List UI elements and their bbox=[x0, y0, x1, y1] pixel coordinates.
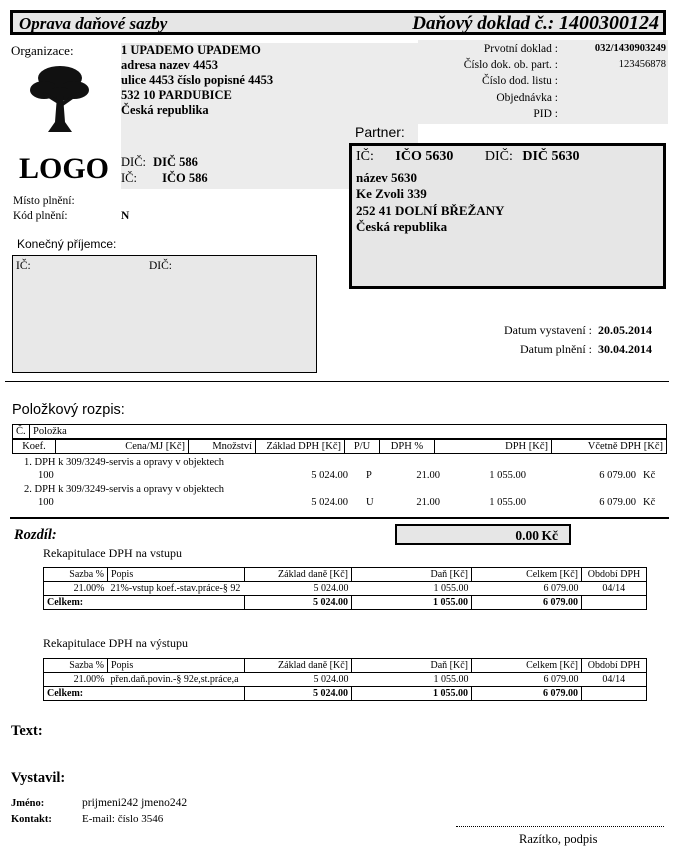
document-number-label: Daňový doklad č.: bbox=[412, 13, 555, 34]
items-head-total: Včetně DPH [Kč] bbox=[552, 440, 667, 454]
kod-plneni-value: N bbox=[121, 210, 130, 222]
recap-cell: 1 055.00 bbox=[433, 583, 469, 594]
partner-ic-label: IČ: bbox=[356, 149, 374, 164]
item-vat-pct: 21.00 bbox=[416, 470, 440, 481]
difference-currency: Kč bbox=[541, 528, 558, 543]
items-head-vatpct: DPH % bbox=[380, 440, 435, 454]
recap-total-cell bbox=[582, 596, 647, 610]
items-header-row1 bbox=[12, 424, 667, 439]
item-total: 6 079.00 bbox=[599, 497, 636, 508]
recap-head: Celkem [Kč] bbox=[472, 659, 582, 673]
partner-dic-label: DIČ: bbox=[484, 149, 513, 164]
contact-value: E-mail: číslo 3546 bbox=[82, 813, 164, 825]
recap-cell: 6 079.00 bbox=[543, 674, 579, 685]
difference-box bbox=[395, 524, 571, 545]
recap-in-table bbox=[43, 567, 647, 610]
org-line: 1 UPADEMO UPADEMO bbox=[121, 43, 261, 57]
partner-line: Ke Zvoli 339 bbox=[356, 186, 427, 201]
org-line: adresa nazev 4453 bbox=[121, 58, 218, 72]
stamp-signature-label: Razítko, podpis bbox=[519, 832, 598, 846]
recap-total-cell: 6 079.00 bbox=[472, 596, 582, 610]
name-label: Jméno: bbox=[11, 798, 45, 809]
item-currency: Kč bbox=[643, 470, 656, 481]
partner-dic-value: DIČ 5630 bbox=[522, 149, 580, 164]
recap-head: Popis bbox=[108, 568, 245, 582]
items-head-pu: P/U bbox=[345, 440, 380, 454]
items-head-no: Č. bbox=[13, 425, 30, 439]
meta-label: Objednávka : bbox=[496, 92, 558, 104]
recipient-label: Konečný příjemce: bbox=[17, 237, 117, 251]
meta-value: 032/1430903249 bbox=[594, 43, 666, 54]
signature-line bbox=[456, 826, 664, 827]
items-head-price: Cena/MJ [Kč] bbox=[56, 440, 189, 454]
item-base: 5 024.00 bbox=[311, 497, 348, 508]
item-total: 6 079.00 bbox=[599, 470, 636, 481]
recap-cell: 6 079.00 bbox=[543, 583, 579, 594]
recap-head: Období DPH bbox=[582, 659, 647, 673]
recap-head: Celkem [Kč] bbox=[472, 568, 582, 582]
table-row bbox=[44, 582, 647, 596]
difference-label: Rozdíl: bbox=[14, 527, 57, 543]
recap-total-cell: 5 024.00 bbox=[245, 596, 352, 610]
recap-head: Popis bbox=[108, 659, 245, 673]
document-header bbox=[10, 10, 666, 35]
partner-label: Partner: bbox=[355, 124, 405, 140]
document-title: Oprava daňové sazby bbox=[19, 14, 168, 33]
meta-row bbox=[418, 43, 668, 57]
meta-row bbox=[418, 75, 668, 89]
logo-text: LOGO bbox=[19, 152, 110, 185]
recap-out-table bbox=[43, 658, 647, 701]
meta-label: Číslo dok. ob. part. : bbox=[463, 59, 558, 71]
recap-head: Sazba % bbox=[44, 659, 108, 673]
recap-total-label: Celkem: bbox=[44, 596, 245, 610]
recipient-box bbox=[12, 255, 317, 373]
table-header-row bbox=[44, 568, 647, 582]
difference-value: 0.00 bbox=[515, 528, 539, 543]
tree-logo-icon bbox=[28, 60, 92, 136]
table-total-row bbox=[44, 596, 647, 610]
recap-cell: 5 024.00 bbox=[313, 674, 349, 685]
recap-in-title: Rekapitulace DPH na vstupu bbox=[43, 546, 182, 560]
items-title: Položkový rozpis: bbox=[12, 402, 125, 418]
recap-head: Daň [Kč] bbox=[352, 659, 472, 673]
issued-by-label: Vystavil: bbox=[11, 770, 66, 786]
section-divider bbox=[5, 381, 669, 382]
items-head-koef: Koef. bbox=[13, 440, 56, 454]
items-head-qty: Množství bbox=[189, 440, 256, 454]
recap-total-label: Celkem: bbox=[44, 687, 245, 701]
item-vat: 1 055.00 bbox=[489, 497, 526, 508]
recap-cell: 04/14 bbox=[582, 673, 647, 687]
item-vat-pct: 21.00 bbox=[416, 497, 440, 508]
recap-head: Sazba % bbox=[44, 568, 108, 582]
org-line: ulice 4453 číslo popisné 4453 bbox=[121, 73, 274, 87]
meta-label: Číslo dod. listu : bbox=[481, 75, 558, 87]
recap-cell: přen.daň.povin.-§ 92e,st.práce,a bbox=[110, 674, 239, 685]
items-head-base: Základ DPH [Kč] bbox=[256, 440, 345, 454]
date-taxable-value: 30.04.2014 bbox=[598, 342, 652, 356]
recap-total-cell bbox=[582, 687, 647, 701]
org-line: 532 10 PARDUBICE bbox=[121, 88, 232, 102]
contact-label: Kontakt: bbox=[11, 814, 52, 825]
meta-row bbox=[418, 92, 668, 106]
recap-cell: 21.00% bbox=[44, 673, 108, 687]
recap-head: Základ daně [Kč] bbox=[245, 659, 352, 673]
partner-line: 252 41 DOLNÍ BŘEŽANY bbox=[356, 203, 505, 218]
item-base: 5 024.00 bbox=[311, 470, 348, 481]
items-head-item: Položka bbox=[30, 425, 667, 439]
document-number-heading bbox=[412, 12, 659, 35]
item-koef: 100 bbox=[38, 470, 54, 481]
recap-head: Daň [Kč] bbox=[352, 568, 472, 582]
meta-row bbox=[418, 59, 668, 73]
recap-head: Období DPH bbox=[582, 568, 647, 582]
table-total-row bbox=[44, 687, 647, 701]
item-currency: Kč bbox=[643, 497, 656, 508]
org-dic-label: DIČ: bbox=[121, 155, 146, 169]
item-vat: 1 055.00 bbox=[489, 470, 526, 481]
recap-head: Základ daně [Kč] bbox=[245, 568, 352, 582]
document-meta bbox=[418, 40, 668, 124]
date-taxable-label: Datum plnění : bbox=[520, 342, 592, 356]
date-issued-value: 20.05.2014 bbox=[598, 323, 652, 337]
partner-line: název 5630 bbox=[356, 170, 418, 185]
meta-label: PID : bbox=[533, 108, 558, 120]
date-issued-label: Datum vystavení : bbox=[504, 323, 592, 337]
recap-cell: 21.00% bbox=[44, 582, 108, 596]
meta-row bbox=[418, 108, 668, 122]
partner-box bbox=[349, 143, 666, 289]
org-dic-value: DIČ 586 bbox=[153, 155, 198, 169]
table-header-row bbox=[44, 659, 647, 673]
recap-cell: 21%-vstup koef.-stav.práce-§ 92 bbox=[110, 583, 241, 594]
recap-total-cell: 1 055.00 bbox=[352, 596, 472, 610]
meta-label: Prvotní doklad : bbox=[483, 43, 558, 55]
org-line: Česká republika bbox=[121, 103, 209, 117]
text-label: Text: bbox=[11, 723, 43, 739]
recap-cell: 1 055.00 bbox=[433, 674, 469, 685]
items-head-vat: DPH [Kč] bbox=[435, 440, 552, 454]
recap-cell: 5 024.00 bbox=[313, 583, 349, 594]
item-description: 2. DPH k 309/3249-servis a opravy v objektech bbox=[24, 484, 225, 495]
org-ic-label: IČ: bbox=[121, 171, 137, 185]
item-pu: P bbox=[366, 470, 372, 481]
recap-total-cell: 6 079.00 bbox=[472, 687, 582, 701]
document-number: 1400300124 bbox=[559, 12, 659, 34]
items-divider bbox=[10, 517, 669, 519]
recap-total-cell: 1 055.00 bbox=[352, 687, 472, 701]
item-pu: U bbox=[366, 497, 374, 508]
organization-label: Organizace: bbox=[11, 43, 74, 58]
recap-out-title: Rekapitulace DPH na výstupu bbox=[43, 636, 188, 650]
misto-plneni-label: Místo plnění: bbox=[13, 195, 75, 207]
meta-value: 123456878 bbox=[618, 59, 666, 70]
items-header-row2 bbox=[12, 439, 667, 454]
recipient-ic-label: IČ: bbox=[16, 260, 31, 272]
item-koef: 100 bbox=[38, 497, 54, 508]
name-value: prijmeni242 jmeno242 bbox=[82, 797, 188, 809]
kod-plneni-label: Kód plnění: bbox=[13, 210, 68, 222]
table-row bbox=[44, 673, 647, 687]
org-ic-value: IČO 586 bbox=[162, 171, 208, 185]
partner-line: Česká republika bbox=[356, 219, 448, 234]
recipient-dic-label: DIČ: bbox=[149, 260, 172, 272]
recap-cell: 04/14 bbox=[582, 582, 647, 596]
recap-total-cell: 5 024.00 bbox=[245, 687, 352, 701]
partner-ic-value: IČO 5630 bbox=[395, 149, 454, 164]
item-description: 1. DPH k 309/3249-servis a opravy v objektech bbox=[24, 457, 225, 468]
